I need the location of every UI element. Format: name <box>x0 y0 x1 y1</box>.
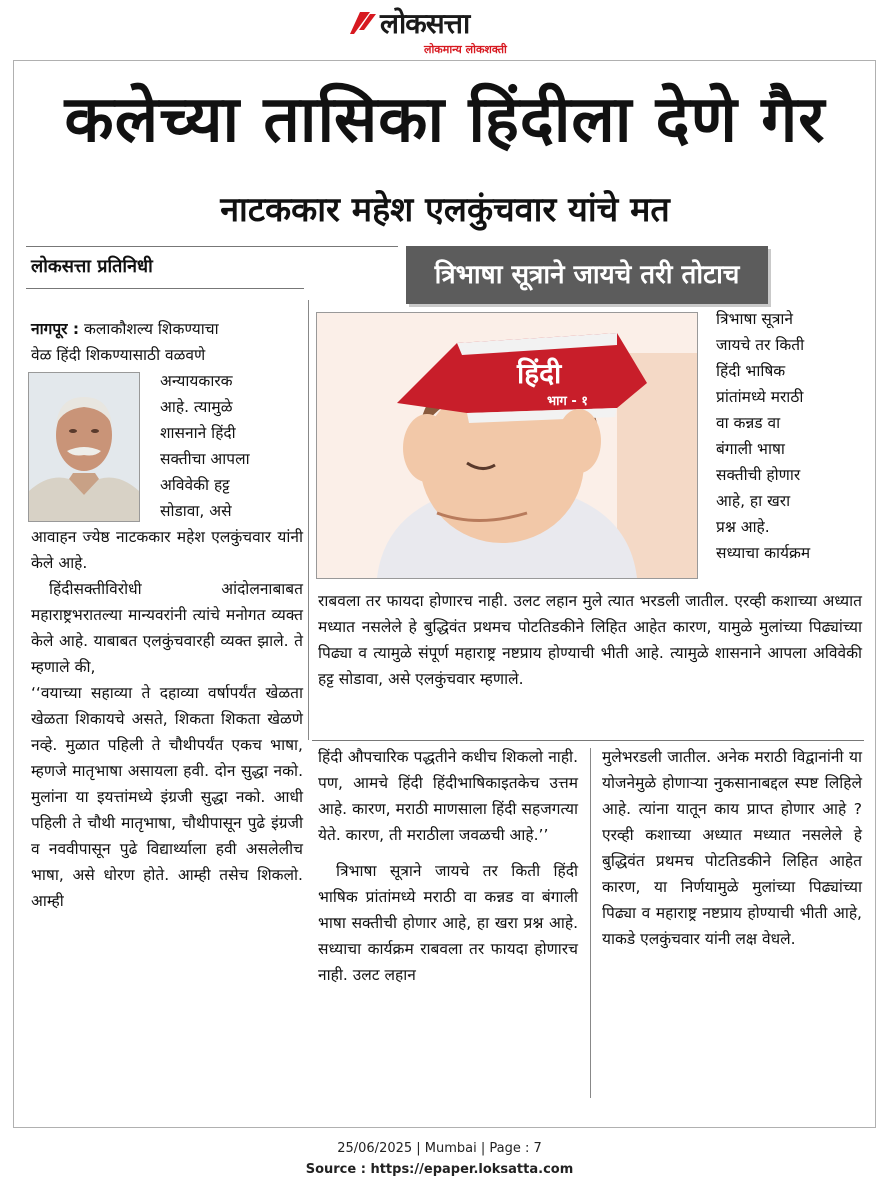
author-photo <box>28 372 140 522</box>
lead-wrap-text <box>160 368 300 524</box>
dateline: नागपूर : <box>31 320 80 338</box>
paragraph: हिंदीसक्तीविरोधी आंदोलनाबाबत महाराष्ट्रभरातल्या मान्यवरांनी त्यांचे मनोगत व्यक्त केले आहे. याबाबत एलकुंचवारही व्यक्त झाले. ते म्हणाले की, <box>31 580 303 676</box>
divider <box>312 740 864 741</box>
source-link[interactable]: Source : https://epaper.loksatta.com <box>305 1162 574 1177</box>
lead-text: सोडावा, असे <box>160 502 232 520</box>
illustration-child-with-hindi-book <box>316 312 698 579</box>
lead-text: अविवेकी हट्ट <box>160 476 230 494</box>
masthead <box>340 4 540 58</box>
body-column-2 <box>318 744 578 988</box>
lead-text: आवाहन ज्येष्ठ नाटककार महेश एलकुंचवार यांनी केले आहे. <box>31 528 303 572</box>
footer <box>0 1138 879 1180</box>
paragraph: हिंदी औपचारिक पद्धतीने कधीच शिकलो नाही. पण, आमचे हिंदी हिंदीभाषिकाइतकेच उत्तम आहे. कारण, मराठी माणसाला हिंदी सहजगत्या येते. कारण, ती मराठीला जवळची आहे.’’ <box>318 748 578 844</box>
sidebar-text: हिंदी भाषिक <box>716 362 786 380</box>
book-subtitle: भाग - १ <box>547 394 589 409</box>
divider <box>26 288 304 289</box>
quote-paragraph: ‘‘वयाच्या सहाव्या ते दहाव्या वर्षापर्यंत खेळता खेळता शिकायचे असते, शिकता शिकता खेळणे नव्हे. मुळात पहिली ते चौथीपर्यंत एकच भाषा, म्हणजे मातृभाषा असायला हवी. दोन सुद्धा नको. मुलांना या इयत्तांमध्ये इंग्रजी सुद्धा नको. आधी पहिली ते चौथी मातृभाषा, चौथीपासून पुढे इंग्रजी व नववीपासून पुढे विद्यार्थ्याला हवी असलेलीच भाषा, असे धोरण होते. आम्ही तसेच शिकलो. आम्ही <box>31 684 303 910</box>
headline: कलेच्या तासिका हिंदीला देणे गैर <box>64 83 826 157</box>
lead-text: सक्तीचा आपला <box>160 450 250 468</box>
body-column-3 <box>602 744 862 952</box>
sidebar-text: प्रश्न आहे. <box>716 518 770 536</box>
lead-text: कलाकौशल्य शिकण्याचा <box>79 320 219 338</box>
sidebar-column <box>716 306 866 566</box>
lead-text: अन्यायकारक <box>160 372 233 390</box>
column-divider <box>308 300 309 740</box>
sidebar-text: आहे, हा खरा <box>716 492 791 510</box>
sidebar-text: सध्याचा कार्यक्रम <box>716 544 811 562</box>
column-divider <box>590 748 591 1098</box>
sidebar-text: बंगाली भाषा <box>716 440 785 458</box>
kicker-box: त्रिभाषा सूत्राने जायचे तरी तोटाच <box>406 246 768 304</box>
sidebar-text: प्रांतांमध्ये मराठी <box>716 388 804 406</box>
lead-text: शासनाने हिंदी <box>160 424 236 442</box>
lead-text: वेळ हिंदी शिकण्यासाठी वळवणे <box>31 346 206 364</box>
loksatta-logo-stripes-icon <box>350 10 378 36</box>
lead-text: आहे. त्यामुळे <box>160 398 233 416</box>
sidebar-text: वा कन्नड वा <box>716 414 781 432</box>
paragraph: त्रिभाषा सूत्राने जायचे तर किती हिंदी भाषिक प्रांतांमध्ये मराठी वा कन्नड वा बंगाली भाषा सक्तीची होणार आहे, हा खरा प्रश्न आहे. सध्याचा कार्यक्रम राबवला तर फायदा होणारच नाही. उलट लहान <box>318 862 578 984</box>
sidebar-text: त्रिभाषा सूत्राने <box>716 310 794 328</box>
masthead-tagline: लोकमान्य लोकशक्ती <box>424 43 507 56</box>
portrait-image <box>29 373 139 521</box>
byline: लोकसत्ता प्रतिनिधी <box>31 256 153 277</box>
lead-body <box>31 524 303 914</box>
divider <box>26 246 398 247</box>
book-title: हिंदी <box>517 357 562 390</box>
sidebar-text: जायचे तर किती <box>716 336 805 354</box>
illustration-image <box>317 313 697 578</box>
lead-column <box>31 316 303 368</box>
sidebar-continued: राबवला तर फायदा होणारच नाही. उलट लहान मुले त्यात भरडली जातील. एरव्ही कशाच्या अध्यात मध्यात नसलेले हे बुद्धिवंत प्रथमच पोटतिडकीने लिहित आहेत कारण, यामुळे मुलांच्या पिढ्यांच्या पिढ्या व त्यामुळे संपूर्ण महाराष्ट्र नष्टप्राय होण्याची भीती आहे. त्यामुळे शासनाने आपला अविवेकी हट्ट सोडावा, असे एलकुंचवार म्हणाले. <box>318 592 862 688</box>
page-meta: 25/06/2025 | Mumbai | Page : 7 <box>337 1141 542 1156</box>
sidebar-text: सक्तीची होणार <box>716 466 801 484</box>
masthead-name[interactable]: लोकसत्ता <box>380 7 470 40</box>
paragraph: मुलेभरडली जातील. अनेक मराठी विद्वानांनी या योजनेमुळे होणाऱ्या नुकसानाबद्दल स्पष्ट लिहिले आहे. त्यांना यातून काय प्राप्त होणार आहे ? एरव्ही कशाच्या अध्यात मध्यात नसलेले हे बुद्धिवंत प्रथमच पोटतिडकीने लिहित आहेत कारण, या निर्णयामुळे मुलांच्या पिढ्यांच्या पिढ्या व महाराष्ट्र नष्टप्राय होण्याची भीती आहे, याकडे एलकुंचवार यांनी लक्ष वेधले. <box>602 748 862 948</box>
subheadline: नाटककार महेश एलकुंचवार यांचे मत <box>220 190 670 230</box>
